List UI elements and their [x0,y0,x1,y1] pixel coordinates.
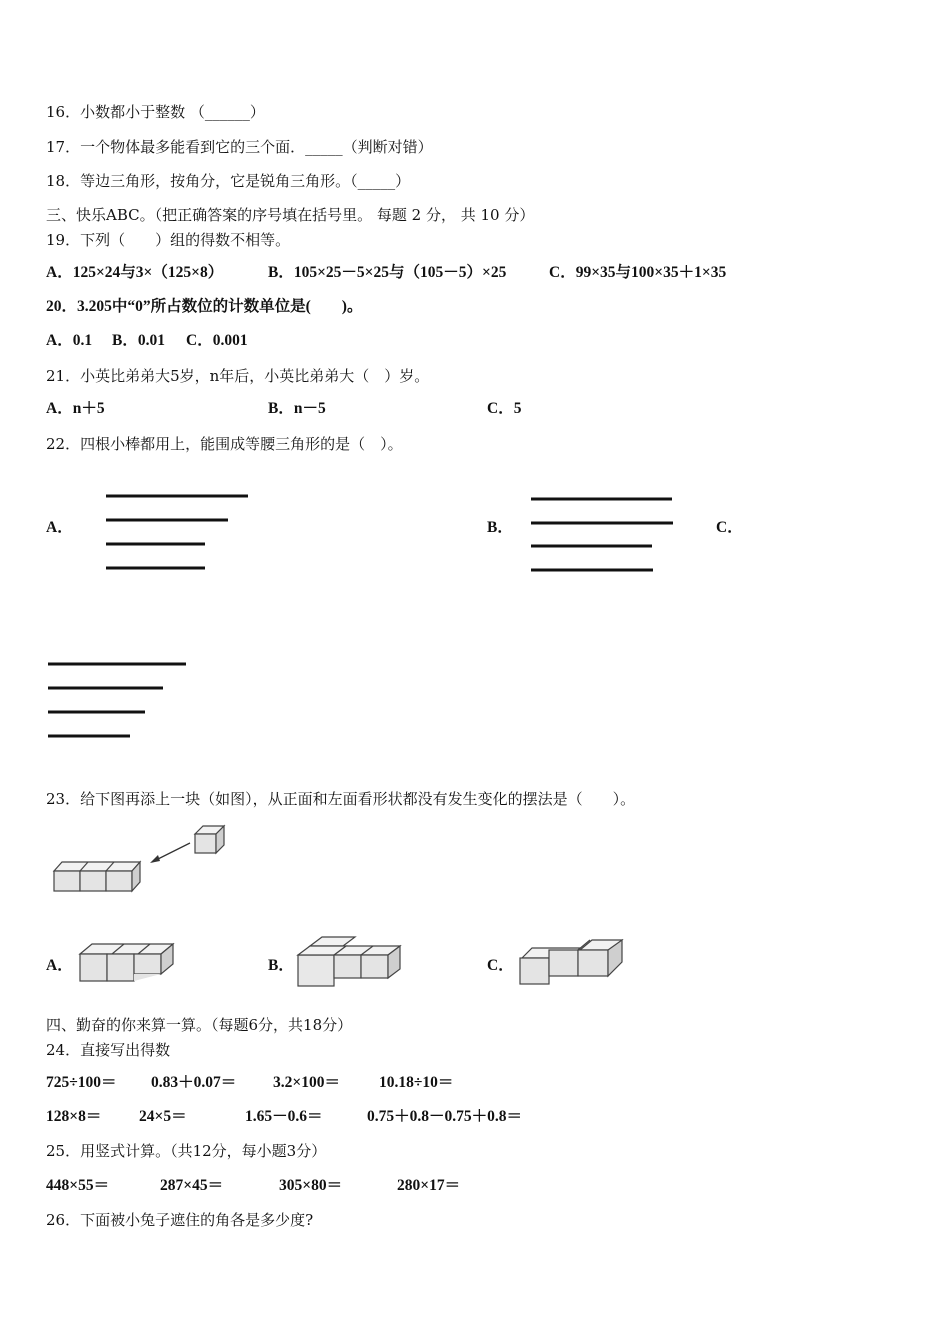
question-17: 17．一个物体最多能看到它的三个面．_____（判断对错） [46,138,433,156]
question-22-option-b: B． [487,519,513,536]
question-26: 26．下面被小兔子遮住的角各是多少度? [46,1211,314,1229]
question-20-option-a: A．0.1 [46,332,93,349]
vertical-calc-item: 280×17＝ [397,1177,461,1194]
calc-item: 1.65－0.6＝ [245,1108,323,1125]
calc-item: 24×5＝ [139,1108,187,1125]
question-19-option-b: B．105×25－5×25与（105－5）×25 [268,264,507,281]
question-23-option-b: B． [268,957,294,974]
calc-item: 10.18÷10＝ [379,1074,454,1091]
vertical-calc-item: 305×80＝ [279,1177,343,1194]
question-20-option-b: B．0.01 [112,332,165,349]
question-19-option-a: A．125×24与3×（125×8） [46,264,224,281]
question-20-stem: 20．3.205中“0”所占数位的计数单位是( )。 [46,298,363,315]
calc-item: 725÷100＝ [46,1074,117,1091]
calc-item: 0.75＋0.8－0.75＋0.8＝ [367,1108,523,1125]
question-21-stem: 21．小英比弟弟大5岁，n年后，小英比弟弟大（ ）岁。 [46,367,430,385]
question-21-option-a: A．n＋5 [46,400,105,417]
vertical-calc-item: 287×45＝ [160,1177,224,1194]
question-22-option-c: C． [716,519,743,536]
question-23-stem: 23．给下图再添上一块（如图），从正面和左面看形状都没有发生变化的摆法是（ ）。 [46,790,636,808]
question-20-option-c: C．0.001 [186,332,248,349]
question-24-stem: 24．直接写出得数 [46,1041,171,1059]
question-23-option-c: C． [487,957,514,974]
section-4-heading: 四、勤奋的你来算一算。（每题6分，共18分） [46,1016,353,1034]
question-19-stem: 19．下列（ ）组的得数不相等。 [46,231,291,249]
question-23-option-a: A． [46,957,73,974]
question-25-stem: 25．用竖式计算。（共12分，每小题3分） [46,1142,327,1160]
calc-item: 3.2×100＝ [273,1074,340,1091]
question-21-option-c: C．5 [487,400,522,417]
question-16: 16．小数都小于整数 （______） [46,103,265,121]
section-3-heading: 三、快乐ABC。（把正确答案的序号填在括号里。 每题 2 分， 共 10 分） [46,206,535,224]
question-21-option-b: B．n－5 [268,400,326,417]
calc-item: 0.83＋0.07＝ [151,1074,237,1091]
question-19-option-c: C．99×35与100×35＋1×35 [549,264,727,281]
calc-item: 128×8＝ [46,1108,102,1125]
question-18: 18．等边三角形，按角分，它是锐角三角形。（_____） [46,172,411,190]
vertical-calc-item: 448×55＝ [46,1177,110,1194]
question-22-option-a: A． [46,519,73,536]
question-22-stem: 22．四根小棒都用上，能围成等腰三角形的是（ ）。 [46,435,403,453]
